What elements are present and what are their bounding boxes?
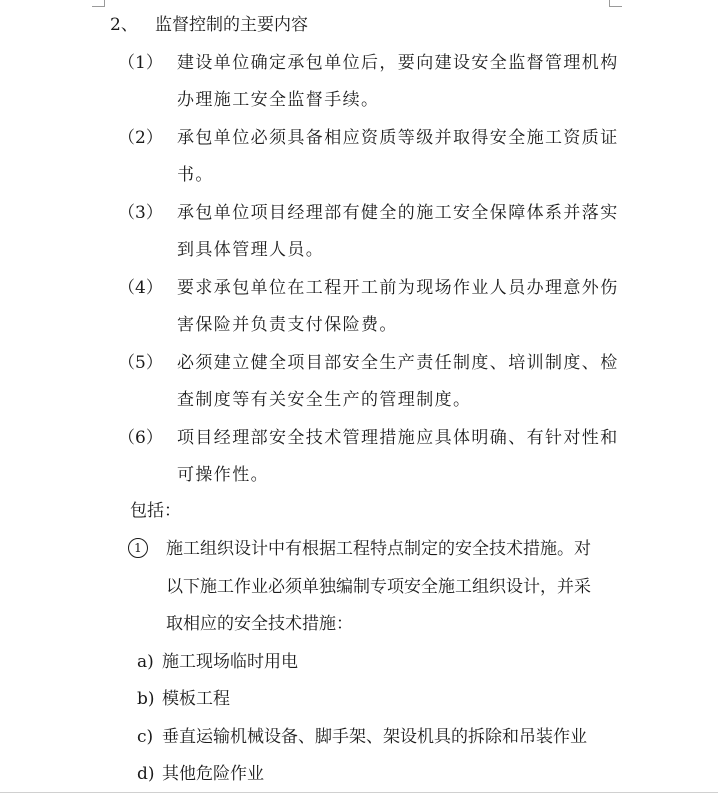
alpha-item-letter: a) <box>137 652 154 672</box>
item-text-line: 害保险并负责支付保险费。 <box>177 315 398 335</box>
item-text-line: 书。 <box>177 165 214 185</box>
item-text-line: 承包单位必须具备相应资质等级并取得安全施工资质证 <box>177 128 619 148</box>
sub-item-text-line: 取相应的安全技术措施： <box>166 614 353 634</box>
alpha-item-text: 其他危险作业 <box>162 764 264 784</box>
sub-item-text-line: 以下施工作业必须单独编制专项安全施工组织设计，并采 <box>166 577 591 597</box>
alpha-item-letter: c) <box>137 727 154 747</box>
margin-corner-mark-left <box>92 0 105 7</box>
includes-label: 包括： <box>130 501 181 521</box>
sub-item-text-line: 施工组织设计中有根据工程特点制定的安全技术措施。对 <box>166 539 591 559</box>
item-number: （5） <box>118 353 163 373</box>
margin-corner-mark-right <box>609 0 622 7</box>
item-text-line: 必须建立健全项目部安全生产责任制度、培训制度、检 <box>177 353 619 373</box>
item-number: （4） <box>118 278 163 298</box>
circled-number-badge: 1 <box>128 538 148 558</box>
item-number: （6） <box>118 428 163 448</box>
item-text-line: 可操作性。 <box>177 465 269 485</box>
item-text-line: 办理施工安全监督手续。 <box>177 90 380 110</box>
alpha-item-letter: b) <box>137 689 155 709</box>
item-text-line: 查制度等有关安全生产的管理制度。 <box>177 390 472 410</box>
alpha-item-text: 垂直运输机械设备、脚手架、架设机具的拆除和吊装作业 <box>162 727 587 747</box>
item-text-line: 建设单位确定承包单位后，要向建设安全监督管理机构 <box>177 53 619 73</box>
item-text-line: 承包单位项目经理部有健全的施工安全保障体系并落实 <box>177 203 619 223</box>
heading-title: 监督控制的主要内容 <box>155 15 308 35</box>
alpha-item-letter: d) <box>137 764 155 784</box>
page-bottom-edge <box>0 792 718 793</box>
item-text-line: 要求承包单位在工程开工前为现场作业人员办理意外伤 <box>177 278 619 298</box>
item-number: （2） <box>118 128 163 148</box>
item-text-line: 到具体管理人员。 <box>177 240 325 260</box>
alpha-item-text: 模板工程 <box>162 689 230 709</box>
heading-number: 2、 <box>110 15 138 35</box>
item-text-line: 项目经理部安全技术管理措施应具体明确、有针对性和 <box>177 428 619 448</box>
alpha-item-text: 施工现场临时用电 <box>162 652 298 672</box>
item-number: （3） <box>118 203 163 223</box>
item-number: （1） <box>118 53 163 73</box>
